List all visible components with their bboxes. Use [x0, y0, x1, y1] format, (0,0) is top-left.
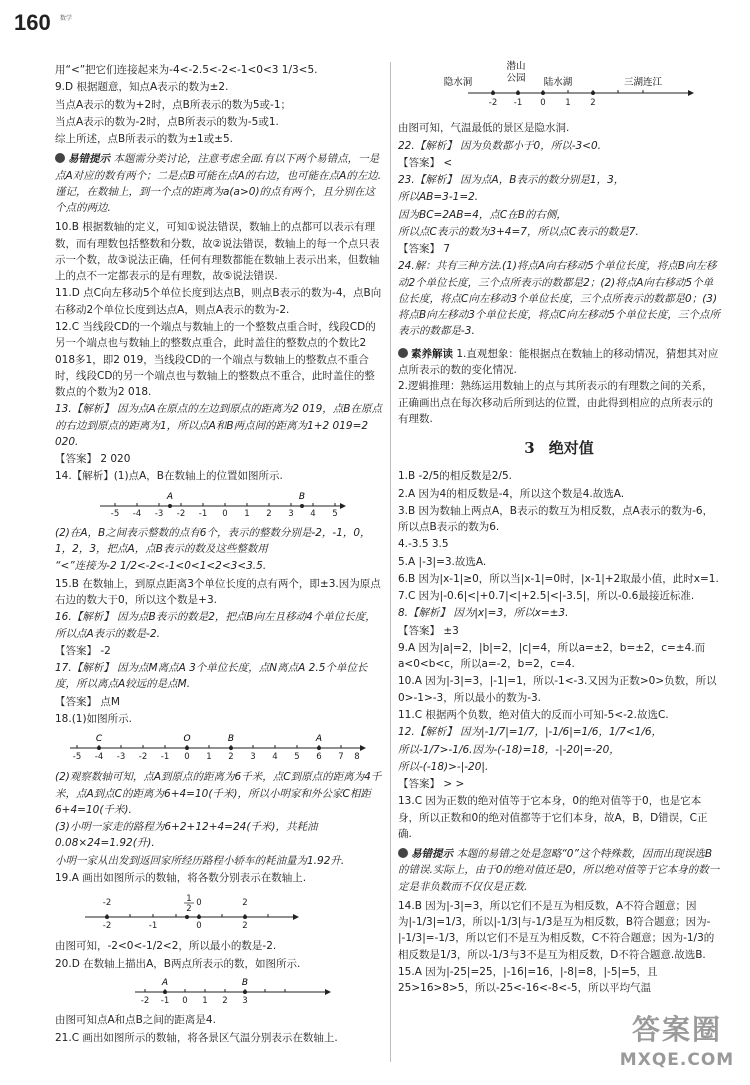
svg-text:B: B: [241, 978, 249, 989]
absolute-answer-7: 7.C 因为|-0.6|<|+0.7|<|+2.5|<|-3.5|，所以-0.6最接近标准.: [398, 590, 695, 603]
answer-16: 16.【解析】 因为点B表示的数是2，把点B向左且移动4个单位长度，所以点A表示的数是-2.: [55, 611, 376, 640]
svg-text:8: 8: [354, 752, 360, 763]
svg-text:0: 0: [184, 752, 190, 763]
text-line: 所以AB=3-1=2.: [398, 191, 479, 204]
svg-text:1: 1: [186, 894, 192, 905]
text-line: 当点A表示的数为+2时，点B所表示的数为5或-1；: [55, 98, 292, 111]
answer-15: 15.B 在数轴上，到原点距离3个单位长度的点有两个，即±3.因为原点右边的数大于0，所以这个数是+3.: [55, 577, 381, 606]
svg-text:4: 4: [272, 752, 278, 763]
section-title: 绝对值: [548, 439, 594, 458]
svg-text:0: 0: [196, 921, 202, 932]
absolute-answer-2: 2.A 因为4的相反数是-4，所以这个数是4.故选A.: [398, 487, 625, 500]
check-icon: [398, 348, 408, 358]
literacy-box: [398, 346, 720, 427]
svg-text:-4: -4: [132, 508, 142, 518]
text-line: 用“<”把它们连接起来为-4<-2.5<-2<-1<0<3 1/3<5.: [55, 64, 318, 76]
svg-text:0: 0: [182, 996, 188, 1006]
answer-13-result: 【答案】 2 020: [55, 453, 131, 466]
answer-20-conclusion: 由图可知点A和点B之间的距离是4.: [55, 1014, 216, 1027]
absolute-answer-13: 13.C 因为正数的绝对值等于它本身，0的绝对值等于0，也是它本身，所以正数和0的绝对值都等于它们本身，故A，B，D错误，C正确.: [398, 795, 708, 840]
answer-24: 24.解：共有三种方法.(1)将点A向右移动5个单位长度，将点B向左移动2个单位长度，三个点所表示的数都是2；(2)将点A向右移动5个单位长度，将点C向左移动3个单位长度，三个点所表示的数都是0；(3)将点B向左移动3个单位长度，将点C向左移动5个单位长度，三个点所表示的数都是-3.: [398, 260, 720, 338]
answer-18-part2: (2)观察数轴可知，点A到原点的距离为6千米，点C到原点的距离为4千米，点A到点C的距离为6+4=10(千米)，所以小明家和外公家C相距6+4=10(千米).: [55, 771, 382, 816]
text-line: 当点A表示的数为-2时，点B所表示的数为-5或1.: [55, 115, 279, 128]
svg-text:B: B: [227, 734, 235, 745]
absolute-answer-6: 6.B 因为|x-1|≥0，所以当|x-1|=0时，|x-1|+2取最小值，此时x=1.: [398, 572, 719, 585]
svg-text:2: 2: [266, 508, 272, 518]
svg-text:0: 0: [540, 98, 546, 108]
text-line: 综上所述，点B所表示的数为±1或±5.: [55, 133, 233, 146]
column-divider: [390, 62, 391, 1062]
label-sanhu: 三湖连江: [623, 77, 663, 88]
absolute-answer-9: 9.A 因为|a|=2，|b|=2，|c|=4，所以a=±2，b=±2，c=±4.而a<0<b<c，所以a=-2，b=2，c=4.: [398, 641, 706, 671]
answer-14-part2b: “<”连接为-2 1/2<-2<-1<0<1<2<3<3.5.: [55, 560, 267, 573]
svg-text:0: 0: [222, 508, 228, 518]
answer-13: 13.【解析】 因为点A在原点的左边到原点的距离为2 019，点B在原点的右边到原点的距离为1，所以点A和B两点间的距离为1+2 019=2 020.: [55, 403, 382, 448]
svg-text:-5: -5: [72, 752, 82, 763]
answer-22: 22.【解析】 因为负数都小于0，所以-3<0.: [398, 139, 602, 152]
number-line-figure-19: [55, 889, 355, 931]
absolute-answer-15: 15.A 因为|-25|=25，|-16|=16，|-8|=8，|-5|=5，且25>16>8>5，所以-25<-16<-8<-5，所以平均气温: [398, 966, 658, 995]
svg-text:-1: -1: [513, 98, 523, 108]
svg-text:A: A: [315, 734, 323, 745]
svg-text:-2: -2: [102, 898, 112, 909]
scenic-number-line-figure: [398, 57, 698, 113]
pin-icon: [398, 848, 408, 858]
page-tag: 数学: [60, 15, 73, 22]
label-qianshan: 潜山: [506, 61, 526, 72]
number-line-figure-20: [55, 975, 355, 1005]
absolute-answer-11: 11.C 根据两个负数，绝对值大的反而小可知-5<-2.故选C.: [398, 709, 669, 722]
absolute-answer-8: 8.【解析】 因为|x|=3，所以x=±3.: [398, 607, 569, 620]
answer-10: 10.B 根据数轴的定义，可知①说法错误，数轴上的点都可以表示有理数，而有理数包括整数和分数，故②说法错误，数轴上的每一个点只表示一个数，故③说法正确，任何有理数都能在数轴上表示出来，但数轴上的点不一定都表示的是有理数，故⑤说法错误.: [55, 221, 380, 283]
svg-text:5: 5: [332, 508, 338, 518]
answer-22-result: 【答案】 <: [398, 156, 453, 169]
answer-19-conclusion: 由图可知，-2<0<-1/2<2，所以最小的数是-2.: [55, 940, 277, 953]
svg-text:-2: -2: [102, 921, 112, 932]
svg-text:-3: -3: [154, 508, 164, 518]
section-heading: [398, 437, 720, 460]
answer-18-part3: (3)小明一家走的路程为6+2+12+4=24(千米)，共耗油0.08×24=1.92(升).: [55, 821, 318, 850]
error-tip-box: [55, 151, 385, 216]
svg-text:1: 1: [206, 752, 212, 763]
svg-text:-1: -1: [148, 921, 158, 932]
error-tip-box-2: [398, 846, 720, 895]
text-line: 所以-1/7>-1/6.因为-(-18)=18，-|-20|=-20，: [398, 743, 620, 756]
answer-17: 17.【解析】 因为点M离点A 3个单位长度，点N离点A 2.5个单位长度，所以离点A较远的是点M.: [55, 662, 368, 691]
answer-18: 18.(1)如图所示.: [55, 712, 132, 725]
answer-18-conclusion: 小明一家从出发到返回家所经历路程小轿车的耗油量为1.92升.: [55, 854, 345, 867]
label-yinshuidong: 隐水洞: [443, 77, 473, 88]
tip-body: 本题的易错之处是忽略“0”这个特殊数，因而出现误选B的错误.实际上，由于0的绝对值还是0，所以绝对值等于它本身的数一定是非负数而不仅仅是正数.: [398, 848, 720, 893]
svg-text:-4: -4: [94, 752, 104, 763]
absolute-answer-1: 1.B -2/5的相反数是2/5.: [398, 470, 512, 483]
answer-16-result: 【答案】 -2: [55, 644, 111, 657]
label-gongyuan: 公园: [506, 73, 526, 84]
svg-text:3: 3: [242, 996, 248, 1006]
answer-19: 19.A 画出如图所示的数轴，将各数分别表示在数轴上.: [55, 871, 307, 884]
tip-body: 本题需分类讨论，注意考虑全面.有以下两个易错点，一是点A对应的数有两个；二是点B可能在点A的右边，也可能在点A的左边.谨记，在数轴上，到一个点的距离为a(a>0)的点有两个，且分别在这个点的两边.: [55, 153, 382, 215]
svg-text:1: 1: [565, 98, 571, 108]
svg-text:1: 1: [202, 996, 208, 1006]
absolute-answer-12: 12.【解析】 因为|-1/7|=1/7，|-1/6|=1/6，1/7<1/6，: [398, 726, 663, 739]
svg-text:2: 2: [228, 752, 234, 763]
svg-text:O: O: [183, 734, 191, 745]
tip-title: 易错提示: [68, 153, 110, 166]
answer-23: 23.【解析】 因为点A，B表示的数分别是1，3，: [398, 174, 625, 187]
svg-text:4: 4: [310, 508, 316, 518]
svg-text:-2: -2: [138, 752, 148, 763]
watermark-logo: [612, 1013, 742, 1079]
label-lushuihu: 陆水湖: [543, 77, 573, 88]
absolute-answer-3: 3.B 因为数轴上两点A，B表示的数互为相反数，点A表示的数为-6，所以点B表示的数为6.: [398, 504, 714, 534]
text-line: 所以点C表示的数为3+4=7，所以点C表示的数是7.: [398, 225, 639, 238]
svg-text:-2: -2: [488, 98, 498, 108]
svg-text:-1: -1: [160, 996, 170, 1006]
answer-11: 11.D 点C向左移动5个单位长度到达点B，则点B表示的数为-4，点B向右移动2个单位长度到达点A，则点A表示的数为-2.: [55, 287, 382, 316]
absolute-answer-8-result: 【答案】 ±3: [398, 624, 459, 637]
answer-20: 20.D 在数轴上描出A，B两点所表示的数，如图所示.: [55, 957, 301, 970]
svg-text:5: 5: [294, 752, 300, 763]
text-line: 因为BC=2AB=4，点C在B的右侧，: [398, 208, 567, 221]
section-number: 3: [524, 439, 535, 458]
pin-icon: [55, 153, 65, 163]
answer-9: 9.D 根据题意，知点A表示的数为±2.: [55, 81, 229, 94]
answer-23-result: 【答案】 7: [398, 243, 451, 256]
svg-text:7: 7: [338, 752, 344, 763]
answer-21: 21.C 画出如图所示的数轴，将各景区气温分别表示在数轴上.: [55, 1031, 338, 1044]
answer-14-part2: (2)在A，B之间表示整数的点有6个，表示的整数分别是-2，-1，0，1，2，3，把点A，点B表示的数及这些整数用: [55, 526, 371, 556]
answer-17-result: 【答案】 点M: [55, 695, 120, 708]
svg-text:-2: -2: [140, 996, 150, 1006]
watermark-url: MXQE.COM: [619, 1050, 735, 1070]
svg-text:-1: -1: [160, 752, 170, 763]
svg-text:-5: -5: [110, 508, 120, 518]
svg-text:A: A: [161, 978, 169, 989]
svg-text:3: 3: [250, 752, 256, 763]
svg-text:-1: -1: [198, 508, 208, 518]
number-line-figure-14: [55, 488, 355, 518]
absolute-answer-12-result: 【答案】 > >: [398, 778, 465, 791]
svg-text:2: 2: [590, 98, 596, 108]
literacy-point-1: 1.直观想象：能根据点在数轴上的移动情况，猜想其对应点所表示的数的变化情况.: [398, 347, 719, 376]
svg-text:A: A: [166, 491, 174, 502]
number-line-figure-18: [55, 730, 375, 762]
page-number: 160: [14, 10, 51, 35]
svg-text:2: 2: [242, 898, 248, 909]
absolute-answer-5: 5.A |-3|=3.故选A.: [398, 555, 487, 568]
svg-text:2: 2: [222, 996, 228, 1006]
svg-text:3: 3: [288, 508, 294, 518]
watermark-text: 答案圈: [631, 1013, 722, 1046]
svg-text:6: 6: [316, 752, 322, 763]
absolute-answer-14: 14.B 因为|-3|=3，所以它们不是互为相反数，A不符合题意；因为|-1/3|=1/3，所以|-1/3|与-1/3是互为相反数，B符合题意；因为-|-1/3|=-1/3，所以它们不是互为相反数，C不符合题意；因为-1/3的相反数是1/3，所以-1/3与3不是互为相反数，D不符合题意.故选B.: [398, 899, 715, 961]
answer-14: 14.【解析】(1)点A，B在数轴上的位置如图所示.: [55, 470, 283, 483]
absolute-answer-4: 4.-3.5 3.5: [398, 538, 449, 551]
right-column: [398, 55, 720, 998]
svg-text:0: 0: [196, 898, 202, 909]
literacy-point-2: 2.逻辑推理：熟练运用数轴上的点与其所表示的有理数之间的关系，正确画出点在每次移动后所到达的位置，由此得到相应的点所表示的有理数.: [398, 380, 713, 425]
text-line: 所以-(-18)>-|-20|.: [398, 760, 489, 773]
svg-text:C: C: [95, 734, 103, 745]
svg-text:-3: -3: [116, 752, 126, 763]
svg-text:2: 2: [186, 904, 192, 915]
figure-conclusion: 由图可知，气温最低的景区是隐水洞.: [398, 122, 570, 135]
absolute-answer-10: 10.A 因为|-3|=3，|-1|=1，所以-1<-3.又因为正数>0>负数，所以0>-1>-3，所以最小的数为-3.: [398, 675, 717, 704]
literacy-title: 素养解读: [411, 347, 453, 360]
answer-12: 12.C 当线段CD的一个端点与数轴上的一个整数点重合时，线段CD的另一个端点也与数轴上的整数点重合，此时盖住的整数点的个数比2 018多1，即2 019，当线段CD的一个端点与数轴上的整数点不重合时，线段CD的另一个端点也与数轴上的整数点不重合，此时盖住的整数点的个数为2 018.: [55, 320, 376, 399]
tip-title: 易错提示: [411, 848, 453, 861]
svg-text:1: 1: [244, 508, 250, 518]
svg-text:B: B: [298, 491, 306, 502]
svg-text:2: 2: [242, 921, 248, 932]
svg-text:-2: -2: [176, 508, 186, 518]
left-column: [55, 62, 385, 1047]
